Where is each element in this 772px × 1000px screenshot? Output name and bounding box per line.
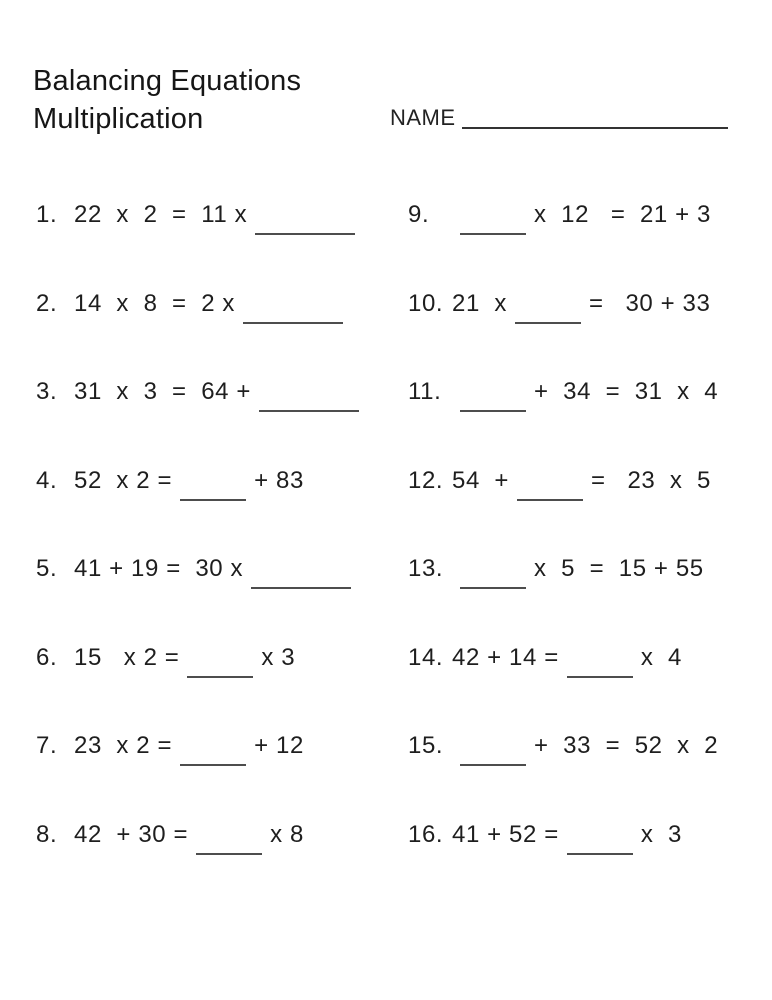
problem-7 bbox=[36, 729, 304, 763]
answer-blank[interactable] bbox=[460, 409, 526, 412]
equation-before-blank: 23 x 2 = bbox=[74, 732, 173, 759]
problem-number: 5. bbox=[36, 555, 58, 582]
problem-5 bbox=[36, 552, 359, 586]
equation-after-blank: x 3 bbox=[261, 644, 296, 671]
answer-blank[interactable] bbox=[460, 763, 526, 766]
answer-blank[interactable] bbox=[180, 763, 246, 766]
answer-blank[interactable] bbox=[196, 852, 262, 855]
equation-after-blank: + 12 bbox=[254, 732, 304, 759]
answer-blank[interactable] bbox=[187, 675, 253, 678]
name-field bbox=[390, 103, 728, 133]
problem-number: 4. bbox=[36, 467, 58, 494]
problem-12 bbox=[408, 464, 711, 498]
equation-before-blank: 42 + 30 = bbox=[74, 821, 189, 848]
problem-number: 6. bbox=[36, 644, 58, 671]
problem-number: 3. bbox=[36, 378, 58, 405]
equation-after-blank: x 3 bbox=[640, 821, 682, 848]
problem-8 bbox=[36, 818, 304, 852]
equation-after-blank: x 5 = 15 + 55 bbox=[534, 555, 704, 582]
problem-number: 7. bbox=[36, 732, 58, 759]
equation-before-blank: 54 + bbox=[452, 467, 510, 494]
answer-blank[interactable] bbox=[515, 321, 581, 324]
equation-before-blank: 41 + 19 = 30 x bbox=[74, 555, 244, 582]
problem-number: 10. bbox=[408, 290, 444, 317]
worksheet-title bbox=[33, 62, 301, 138]
equation-before-blank: 22 x 2 = 11 x bbox=[74, 201, 248, 228]
problem-9 bbox=[408, 198, 711, 232]
answer-blank[interactable] bbox=[517, 498, 583, 501]
answer-blank[interactable] bbox=[567, 675, 633, 678]
equation-after-blank: = 30 + 33 bbox=[589, 290, 711, 317]
problem-number: 1. bbox=[36, 201, 58, 228]
problem-number: 8. bbox=[36, 821, 58, 848]
problem-2 bbox=[36, 287, 351, 321]
answer-blank[interactable] bbox=[251, 586, 351, 589]
problem-15 bbox=[408, 729, 718, 763]
equation-after-blank: x 4 bbox=[640, 644, 682, 671]
equation-after-blank: + 83 bbox=[254, 467, 304, 494]
problem-number: 12. bbox=[408, 467, 444, 494]
equation-before-blank: 52 x 2 = bbox=[74, 467, 173, 494]
equation-before-blank: 42 + 14 = bbox=[452, 644, 559, 671]
name-label: NAME bbox=[390, 105, 456, 130]
problem-number: 13. bbox=[408, 555, 444, 582]
problem-16 bbox=[408, 818, 682, 852]
equation-after-blank: x 8 bbox=[270, 821, 304, 848]
equation-after-blank: + 34 = 31 x 4 bbox=[534, 378, 719, 405]
problem-number: 11. bbox=[408, 378, 442, 405]
equation-after-blank: x 12 = 21 + 3 bbox=[534, 201, 711, 228]
answer-blank[interactable] bbox=[243, 321, 343, 324]
problem-1 bbox=[36, 198, 363, 232]
problem-number: 14. bbox=[408, 644, 444, 671]
problem-11 bbox=[408, 375, 718, 409]
name-blank-line[interactable] bbox=[462, 126, 728, 129]
problem-number: 2. bbox=[36, 290, 58, 317]
problem-3 bbox=[36, 375, 367, 409]
worksheet-title-line2: Multiplication bbox=[33, 103, 204, 135]
problem-number: 16. bbox=[408, 821, 444, 848]
problem-13 bbox=[408, 552, 704, 586]
problem-number: 9. bbox=[408, 201, 430, 228]
equation-before-blank: 41 + 52 = bbox=[452, 821, 559, 848]
problem-6 bbox=[36, 641, 295, 675]
equation-before-blank: 21 x bbox=[452, 290, 508, 317]
problem-number: 15. bbox=[408, 732, 444, 759]
equation-before-blank: 14 x 8 = 2 x bbox=[74, 290, 236, 317]
equation-after-blank: + 33 = 52 x 2 bbox=[534, 732, 719, 759]
answer-blank[interactable] bbox=[460, 232, 526, 235]
answer-blank[interactable] bbox=[460, 586, 526, 589]
problem-14 bbox=[408, 641, 682, 675]
answer-blank[interactable] bbox=[180, 498, 246, 501]
equation-before-blank: 31 x 3 = 64 + bbox=[74, 378, 251, 405]
equation-after-blank: = 23 x 5 bbox=[591, 467, 711, 494]
answer-blank[interactable] bbox=[259, 409, 359, 412]
answer-blank[interactable] bbox=[255, 232, 355, 235]
worksheet-title-line1: Balancing Equations bbox=[33, 65, 302, 97]
equation-before-blank: 15 x 2 = bbox=[74, 644, 180, 671]
answer-blank[interactable] bbox=[567, 852, 633, 855]
problem-4 bbox=[36, 464, 304, 498]
problem-10 bbox=[408, 287, 710, 321]
